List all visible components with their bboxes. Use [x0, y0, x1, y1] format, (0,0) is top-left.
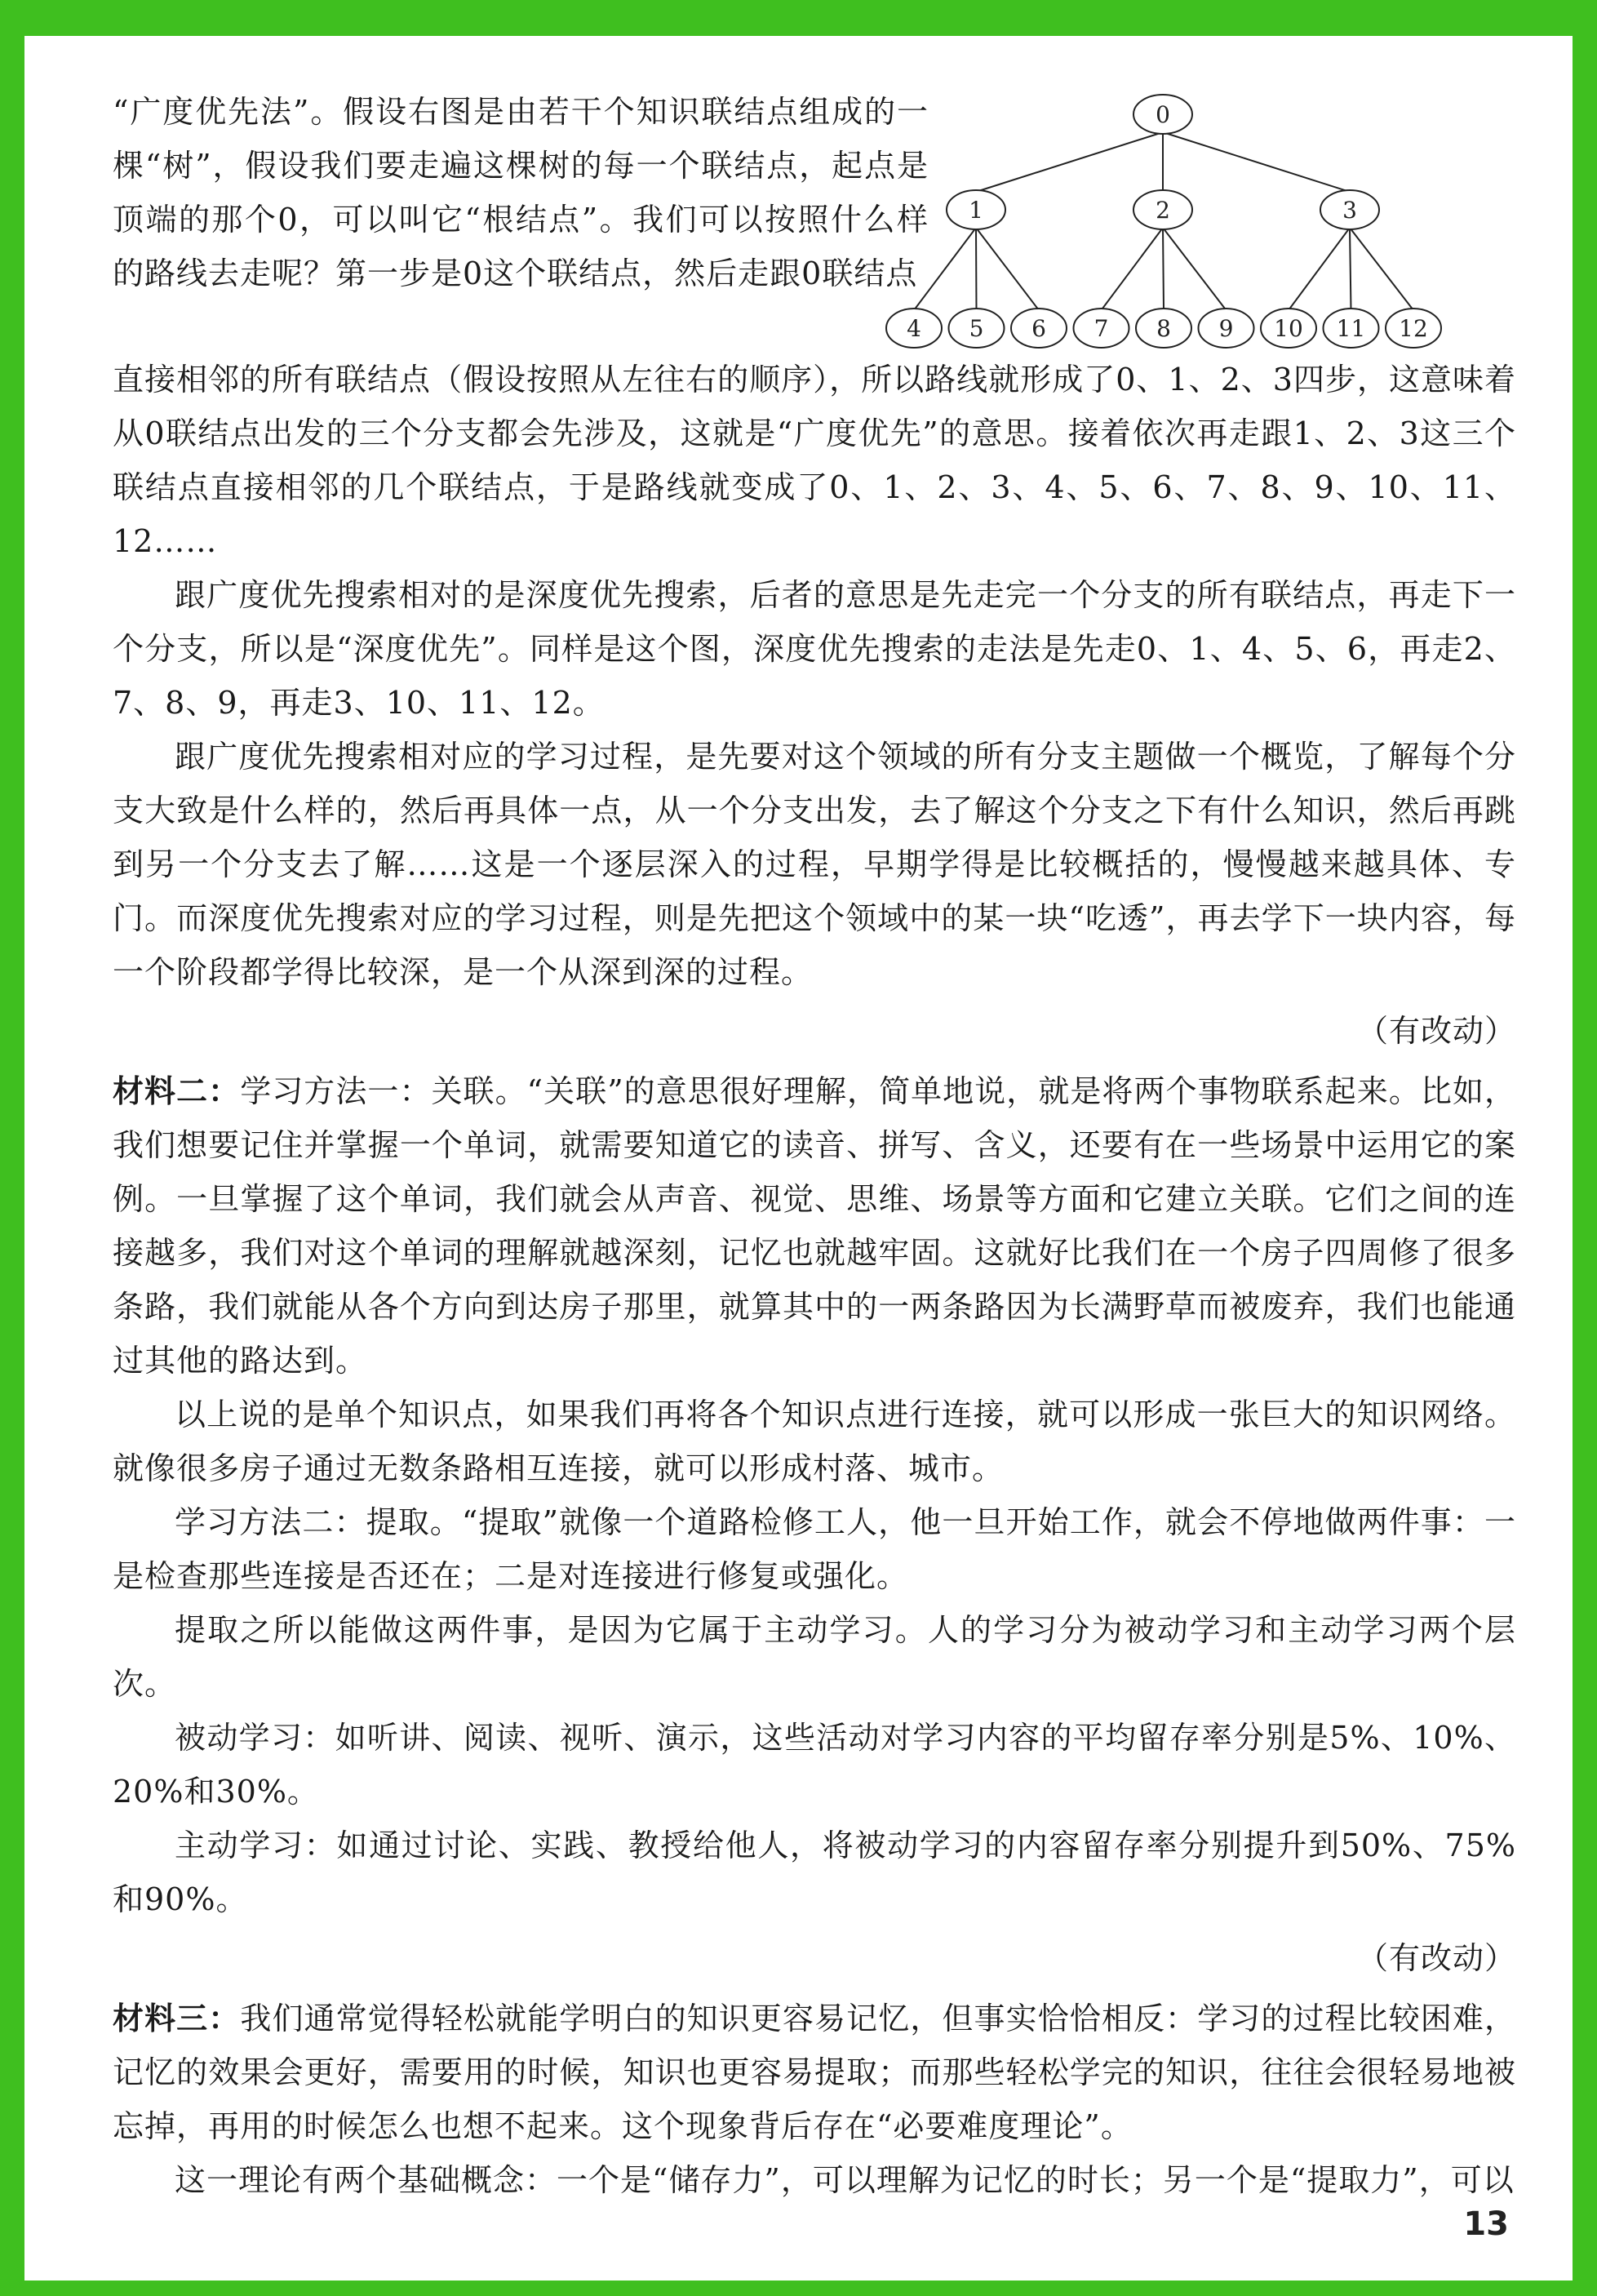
material-three-label: 材料三：: [113, 2001, 241, 2036]
tree-node-label: 8: [1156, 315, 1171, 342]
material-two-paragraph: [113, 1064, 1516, 1388]
material-two-label: 材料二：: [113, 1073, 241, 1109]
tree-node-label: 4: [907, 315, 921, 342]
revision-note-1: （有改动）: [1356, 1013, 1516, 1049]
material-three-text: 我们通常觉得轻松就能学明白的知识更容易记忆，但事实恰恰相反：学习的过程比较困难，记忆的效果会更好，需要用的时候，知识也更容易提取；而那些轻松学完的知识，往往会很轻易地被忘掉，再用的时候怎么也想不起来。这个现象背后存在“必要难度理论”。: [113, 2001, 1516, 2144]
tree-node-label: 3: [1342, 197, 1357, 224]
page-number: 13: [1463, 2205, 1509, 2243]
material-three-paragraph: [113, 1992, 1516, 2153]
tree-node-label: 0: [1156, 101, 1170, 128]
material-two-text: 学习方法一：关联。“关联”的意思很好理解，简单地说，就是将两个事物联系起来。比如，我们想要记住并掌握一个单词，就需要知道它的读音、拼写、含义，还要有在一些场景中运用它的案例。一旦掌握了这个单词，我们就会从声音、视觉、思维、场景等方面和它建立关联。它们之间的连接越多，我们对这个单词的理解就越深刻，记忆也就越牢固。这就好比我们在一个房子四周修了很多条路，我们就能从各个方向到达房子那里，就算其中的一两条路因为长满野草而被废弃，我们也能通过其他的路达到。: [113, 1073, 1516, 1379]
learning-process-paragraph: 跟广度优先搜索相对应的学习过程，是先要对这个领域的所有分支主题做一个概览，了解每个分支大致是什么样的，然后再具体一点，从一个分支出发，去了解这个分支之下有什么知识，然后再跳到另一个分支去了解……这是一个逐层深入的过程，早期学得是比较概括的，慢慢越来越具体、专门。而深度优先搜索对应的学习过程，则是先把这个领域中的某一块“吃透”，再去学下一块内容，每一个阶段都学得比较深，是一个从深到深的过程。: [113, 739, 1516, 990]
depth-first-paragraph: 跟广度优先搜索相对的是深度优先搜索，后者的意思是先走完一个分支的所有联结点，再走下一个分支，所以是“深度优先”。同样是这个图，深度优先搜索的走法是先走0、1、4、5、6，再走2、7、8、9，再走3、10、11、12。: [113, 577, 1516, 721]
method-two-paragraph: 学习方法二：提取。“提取”就像一个道路检修工人，他一旦开始工作，就会不停地做两件事：一是检查那些连接是否还在；二是对连接进行修复或强化。: [113, 1504, 1516, 1594]
active-learning-paragraph: 主动学习：如通过讨论、实践、教授给他人，将被动学习的内容留存率分别提升到50%、75%和90%。: [113, 1827, 1516, 1917]
reason-paragraph: 提取之所以能做这两件事，是因为它属于主动学习。人的学习分为被动学习和主动学习两个层次。: [113, 1612, 1516, 1702]
tree-node-label: 6: [1031, 315, 1046, 342]
main-text: [113, 85, 1516, 2207]
intro-paragraph: “广度优先法”。假设右图是由若干个知识联结点组成的一棵“树”，假设我们要走遍这棵树的每一个联结点，起点是顶端的那个0，可以叫它“根结点”。我们可以按照什么样的路线去走呢？第一步是0这个联结点，然后走跟0联结点: [113, 94, 929, 291]
revision-note-2: （有改动）: [1356, 1940, 1516, 1976]
tree-node-label: 9: [1218, 315, 1234, 342]
tree-node-label: 11: [1336, 315, 1366, 342]
tree-node-label: 5: [969, 315, 984, 342]
tree-node-label: 2: [1156, 197, 1170, 224]
tree-node-label: 1: [969, 197, 983, 224]
document-page: [24, 36, 1573, 2280]
passive-learning-paragraph: 被动学习：如听讲、阅读、视听、演示，这些活动对学习内容的平均留存率分别是5%、10%、20%和30%。: [113, 1720, 1516, 1810]
theory-paragraph: 这一理论有两个基础概念：一个是“储存力”，可以理解为记忆的时长；另一个是“提取力”，可以: [175, 2162, 1515, 2198]
intro-block: [113, 85, 929, 362]
network-paragraph: 以上说的是单个知识点，如果我们再将各个知识点进行连接，就可以形成一张巨大的知识网络。就像很多房子通过无数条路相互连接，就可以形成村落、城市。: [113, 1397, 1516, 1486]
intro-continuation: 直接相邻的所有联结点（假设按照从左往右的顺序），所以路线就形成了0、1、2、3四步，这意味着从0联结点出发的三个分支都会先涉及，这就是“广度优先”的意思。接着依次再走跟1、2、3这三个联结点直接相邻的几个联结点，于是路线就变成了0、1、2、3、4、5、6、7、8、9、10、11、12……: [113, 362, 1516, 559]
tree-node-label: 7: [1094, 315, 1109, 342]
tree-node-label: 10: [1274, 315, 1303, 342]
tree-node-label: 12: [1399, 315, 1428, 342]
